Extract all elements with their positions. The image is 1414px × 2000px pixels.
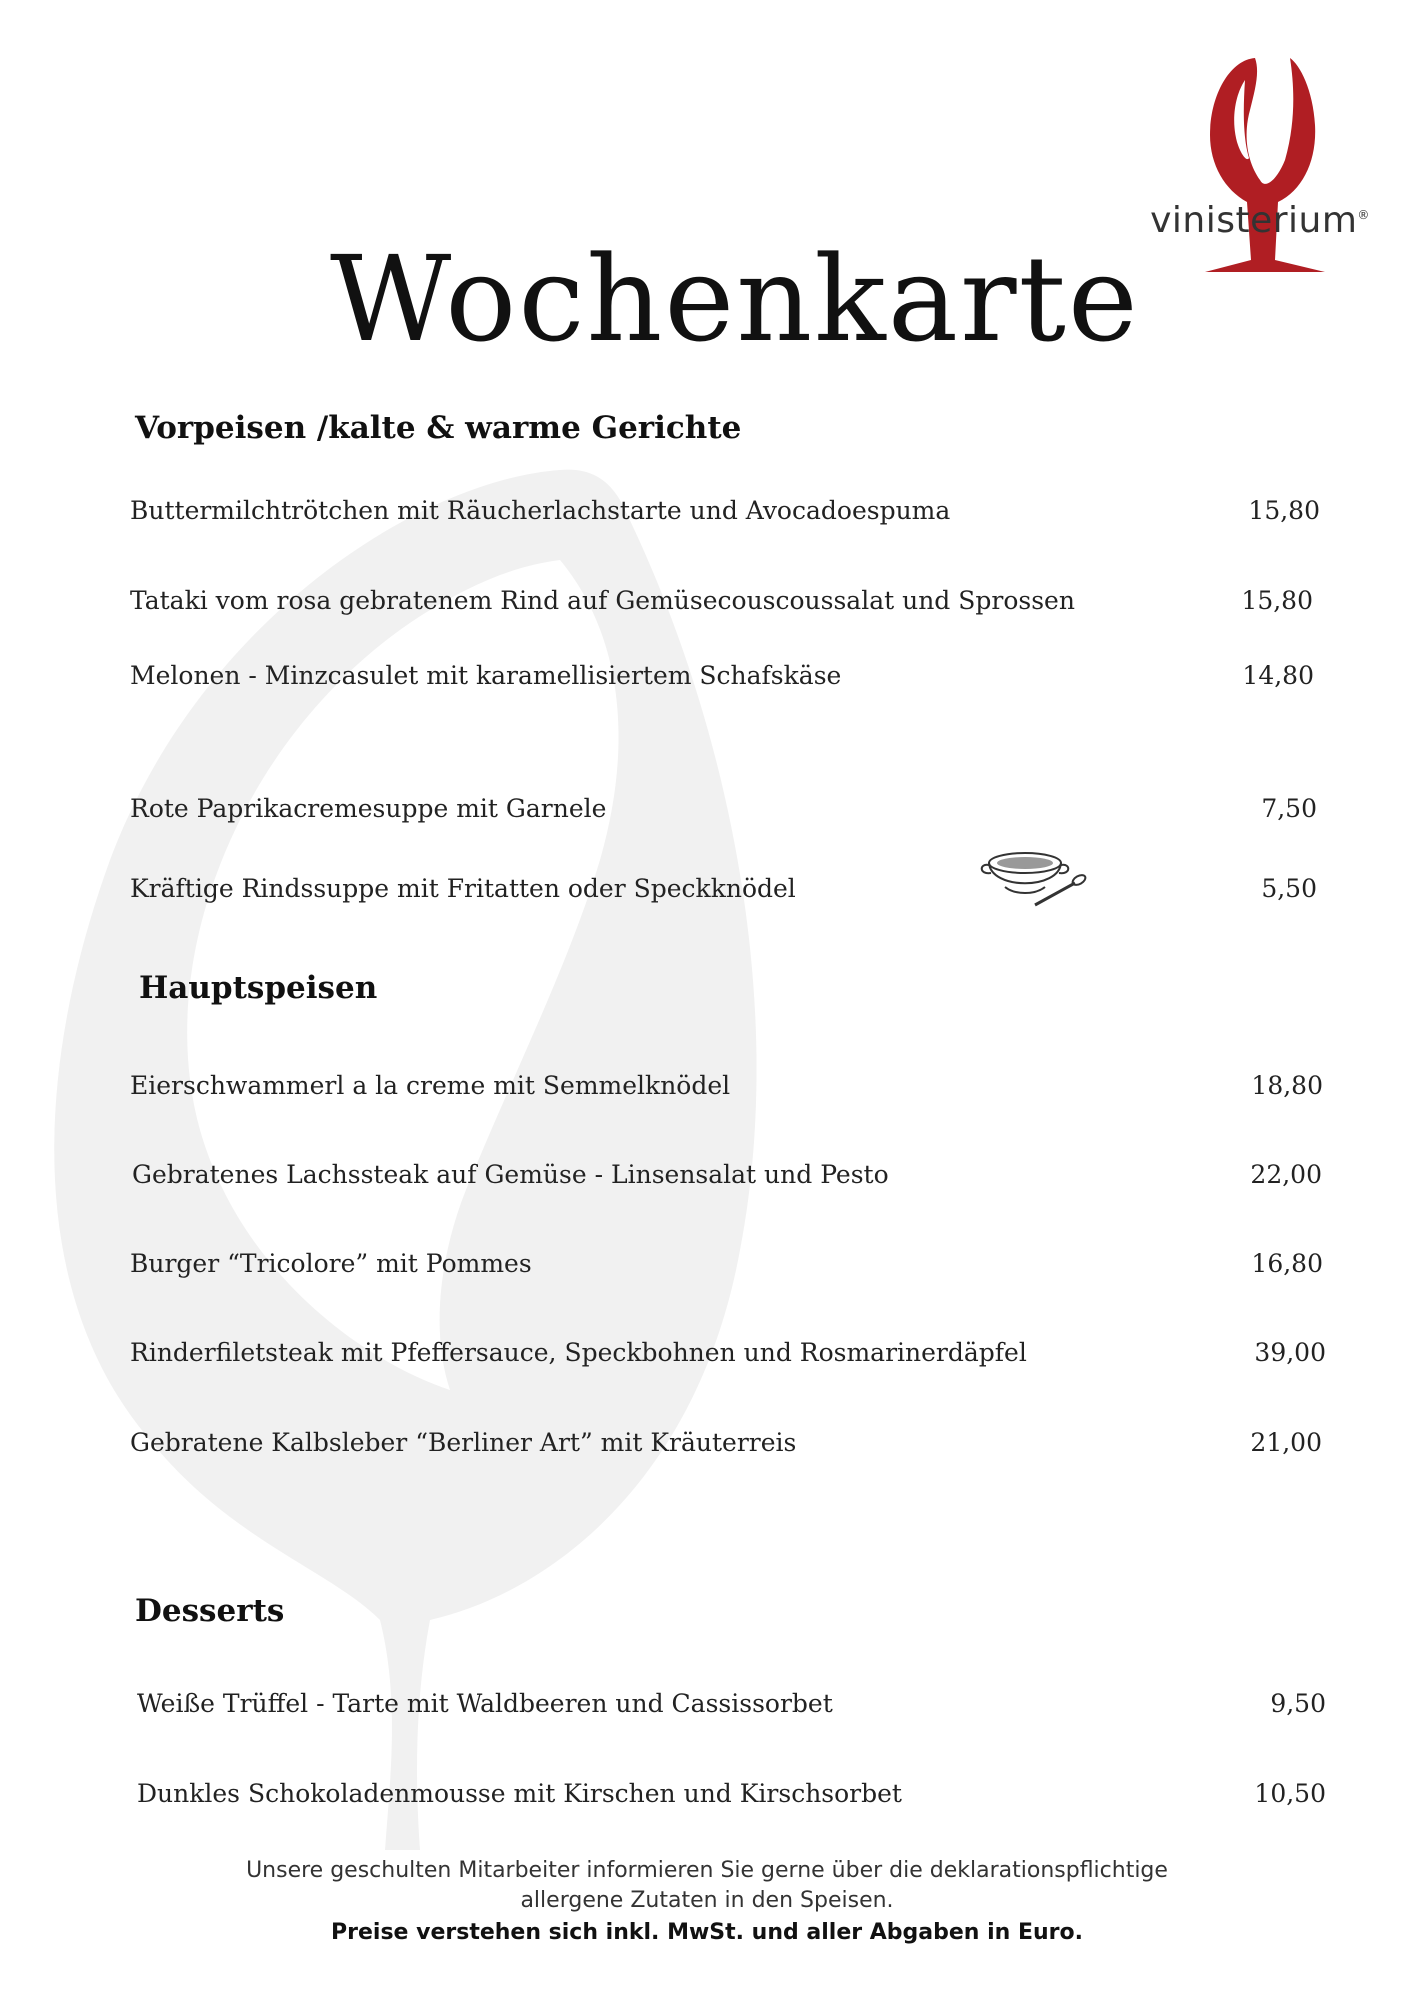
menu-item-name: Weiße Trüffel - Tarte mit Waldbeeren und Cassissorbet [137,1689,833,1718]
menu-item-name: Gebratene Kalbsleber “Berliner Art” mit Kräuterreis [130,1428,797,1457]
menu-item-price: 15,80 [1241,586,1313,615]
menu-item-name: Eierschwammerl a la creme mit Semmelknödel [130,1071,731,1100]
section-heading-vorpeisen: Vorpeisen /kalte & warme Gerichte [135,410,742,446]
menu-item-price: 16,80 [1251,1249,1323,1278]
section-heading-hauptspeisen: Hauptspeisen [139,970,378,1006]
section-heading-desserts: Desserts [135,1593,285,1629]
menu-item-price: 21,00 [1250,1428,1322,1457]
menu-item-name: Gebratenes Lachssteak auf Gemüse - Linsensalat und Pesto [132,1160,889,1189]
menu-item-name: Melonen - Minzcasulet mit karamellisiertem Schafskäse [130,661,842,690]
menu-item-price: 18,80 [1251,1071,1323,1100]
menu-item-name: Buttermilchtrötchen mit Räucherlachstarte und Avocadoespuma [130,496,951,525]
menu-item-price: 39,00 [1254,1338,1326,1367]
vinisterium-logo-glass-icon [1135,50,1395,290]
price-notice: Preise verstehen sich inkl. MwSt. und aller Abgaben in Euro. [331,1920,1083,1945]
menu-item-price: 22,00 [1250,1160,1322,1189]
menu-item-price: 9,50 [1270,1689,1326,1718]
menu-item-name: Burger “Tricolore” mit Pommes [130,1249,532,1278]
soup-bowl-icon [975,835,1095,915]
menu-item-name: Kräftige Rindssuppe mit Fritatten oder Speckknödel [130,874,796,903]
menu-item-price: 15,80 [1248,496,1320,525]
menu-item-name: Dunkles Schokoladenmousse mit Kirschen und Kirschsorbet [137,1779,902,1808]
allergen-notice-line: allergene Zutaten in den Speisen. [520,1888,894,1913]
menu-item-price: 7,50 [1261,794,1317,823]
vinisterium-logo-text: vinisterium® [1150,200,1370,241]
menu-item-name: Rinderfiletsteak mit Pfeffersauce, Speckbohnen und Rosmarinerdäpfel [130,1338,1027,1367]
allergen-notice-line: Unsere geschulten Mitarbeiter informieren Sie gerne über die deklarationspflichtige [246,1858,1168,1883]
menu-item-price: 14,80 [1242,661,1314,690]
menu-item-name: Rote Paprikacremesuppe mit Garnele [130,794,607,823]
menu-item-price: 5,50 [1261,874,1317,903]
menu-item-price: 10,50 [1254,1779,1326,1808]
page-title: Wochenkarte [330,230,1140,368]
menu-item-name: Tataki vom rosa gebratenem Rind auf Gemüsecouscoussalat und Sprossen [130,586,1075,615]
